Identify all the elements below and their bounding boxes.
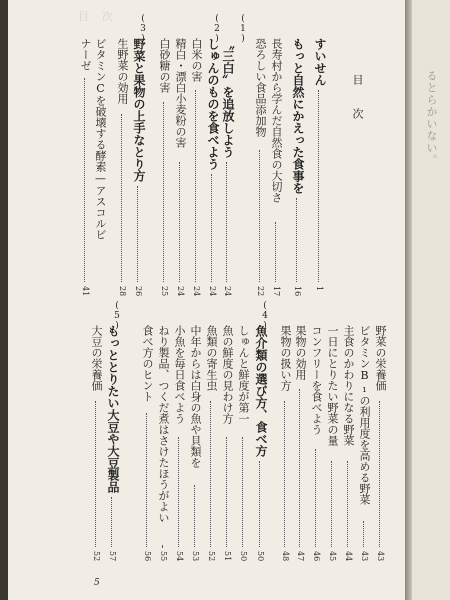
toc-page-number: 24 <box>208 286 217 297</box>
toc-page-number: 54 <box>175 551 184 562</box>
toc-page-number: 46 <box>312 551 321 562</box>
dot-leader <box>363 521 364 547</box>
book-page <box>8 0 413 600</box>
toc-entry-title[interactable]: ナーゼ <box>79 38 92 71</box>
toc-page-number: 1 <box>315 286 324 292</box>
dot-leader <box>137 186 138 282</box>
dot-leader <box>379 401 380 547</box>
toc-entry-title[interactable]: 魚類の寄生虫 <box>205 325 218 391</box>
toc-page-number: 25 <box>160 286 169 297</box>
adjacent-page-edge <box>412 0 450 600</box>
toc-heading: 目 次 <box>351 74 364 125</box>
toc-page-number: 50 <box>256 551 265 562</box>
toc-page-number: 57 <box>108 551 117 562</box>
dot-leader <box>259 150 260 282</box>
toc-page-number: 26 <box>134 286 143 297</box>
dot-leader <box>315 449 316 547</box>
toc-entry-title[interactable]: 白米の害 <box>190 38 203 82</box>
toc-entry-title[interactable]: ビタミンB₁の利用度を高める野菜 <box>358 325 371 505</box>
dot-leader <box>111 497 112 547</box>
toc-page-number: 53 <box>191 551 200 562</box>
section-marker: (5) <box>112 301 122 331</box>
toc-page-number: 55 <box>159 551 168 562</box>
dot-leader <box>163 102 164 282</box>
section-marker: (1) <box>238 14 248 44</box>
toc-entry-title[interactable]: 食べ方のヒント <box>141 325 154 402</box>
toc-entry-title[interactable]: もっととりたい大豆や大豆製品 <box>106 325 120 493</box>
section-marker: (2) <box>212 14 222 44</box>
toc-page-number: 16 <box>293 286 302 297</box>
dot-leader <box>211 174 212 282</box>
toc-entry-title[interactable]: 一日にとりたい野菜の量 <box>326 325 339 446</box>
dot-leader <box>226 437 227 547</box>
toc-page-number: 43 <box>376 551 385 562</box>
toc-page-number: 44 <box>344 551 353 562</box>
toc-page-number: 28 <box>118 286 127 297</box>
toc-entry-title[interactable]: 恐ろしい食品添加物 <box>254 38 267 137</box>
toc-page-number: 50 <box>239 551 248 562</box>
toc-entry-title[interactable]: 〝三白〟を追放しよう <box>221 38 235 158</box>
toc-page-number: 17 <box>272 286 281 297</box>
section-marker: (4) <box>260 301 270 331</box>
dot-leader <box>242 437 243 547</box>
page-folio: 5 <box>94 578 100 588</box>
toc-entry-title[interactable]: 小魚を毎日食べよう <box>173 325 186 424</box>
toc-page-number: 24 <box>192 286 201 297</box>
toc-entry-title[interactable]: 野菜と果物の上手なとり方 <box>132 38 146 182</box>
toc-entry-title[interactable]: 魚介類の選び方、食べ方 <box>254 325 268 457</box>
toc-page-number: 48 <box>281 551 290 562</box>
section-marker: (3) <box>138 14 148 44</box>
toc-page-number: 47 <box>296 551 305 562</box>
dot-leader <box>318 90 319 282</box>
dot-leader <box>284 401 285 547</box>
adjacent-page-text: るとらかいない。 <box>425 70 438 166</box>
dot-leader <box>178 437 179 547</box>
dot-leader <box>347 461 348 547</box>
toc-entry-title[interactable]: 大豆の栄養価 <box>90 325 103 391</box>
dot-leader <box>299 389 300 547</box>
toc-entry-title[interactable]: 野菜の栄養価 <box>374 325 387 391</box>
toc-entry-title[interactable]: 果物の扱い方 <box>279 325 292 391</box>
toc-entry-title[interactable]: しゅんのものを食べよう <box>206 38 220 170</box>
toc-page-number: 43 <box>360 551 369 562</box>
toc-entry-title[interactable]: ビタミンCを破壊する酵素—アスコルビ <box>94 38 107 240</box>
toc-page-number: 52 <box>92 551 101 562</box>
toc-entry-title[interactable]: コンフリーを食べよう <box>310 325 323 435</box>
dot-leader <box>146 413 147 547</box>
toc-entry-title[interactable]: しゅんと鮮度が第一 <box>237 325 250 424</box>
dot-leader <box>331 461 332 547</box>
ghost-header: 目 次 <box>78 10 114 23</box>
toc-entry-title[interactable]: すいせん <box>313 38 327 86</box>
toc-page-number: 24 <box>223 286 232 297</box>
dot-leader <box>179 162 180 282</box>
dot-leader <box>95 401 96 547</box>
dot-leader <box>194 485 195 547</box>
toc-page-number: 22 <box>256 286 265 297</box>
toc-entry-title[interactable]: もっと自然にかえった食事を <box>291 38 305 194</box>
dot-leader <box>226 162 227 282</box>
toc-page-number: 56 <box>143 551 152 562</box>
toc-entry-title[interactable]: 精白・漂白小麦粉の害 <box>174 38 187 148</box>
toc-entry-title[interactable]: 生野菜の効用 <box>116 38 129 104</box>
toc-page-number: 24 <box>176 286 185 297</box>
toc-entry-title[interactable]: 長寿村から学んだ自然食の大切さ <box>270 38 283 203</box>
toc-entry-title[interactable]: 主食のかわりになる野菜 <box>342 325 355 446</box>
dot-leader <box>195 90 196 282</box>
toc-entry-title[interactable]: 魚の鮮度の見わけ方 <box>221 325 234 424</box>
dot-leader <box>121 114 122 282</box>
toc-entry-title[interactable]: ねり製品、つくだ煮はさけたほうがよい <box>157 325 170 523</box>
dot-leader <box>210 401 211 547</box>
toc-page-number: 45 <box>328 551 337 562</box>
toc-page-number: 41 <box>81 286 90 297</box>
toc-entry-title[interactable]: 白砂糖の害 <box>158 38 171 93</box>
dot-leader <box>275 222 276 282</box>
dot-leader <box>296 198 297 282</box>
dot-leader <box>259 461 260 547</box>
toc-page-number: 51 <box>223 551 232 562</box>
toc-page-number: 52 <box>207 551 216 562</box>
toc-entry-title[interactable]: 中年からは白身の魚や貝類を <box>189 325 202 468</box>
toc-entry-title[interactable]: 果物の効用 <box>294 325 307 380</box>
dot-leader <box>162 545 163 547</box>
dot-leader <box>84 78 85 282</box>
